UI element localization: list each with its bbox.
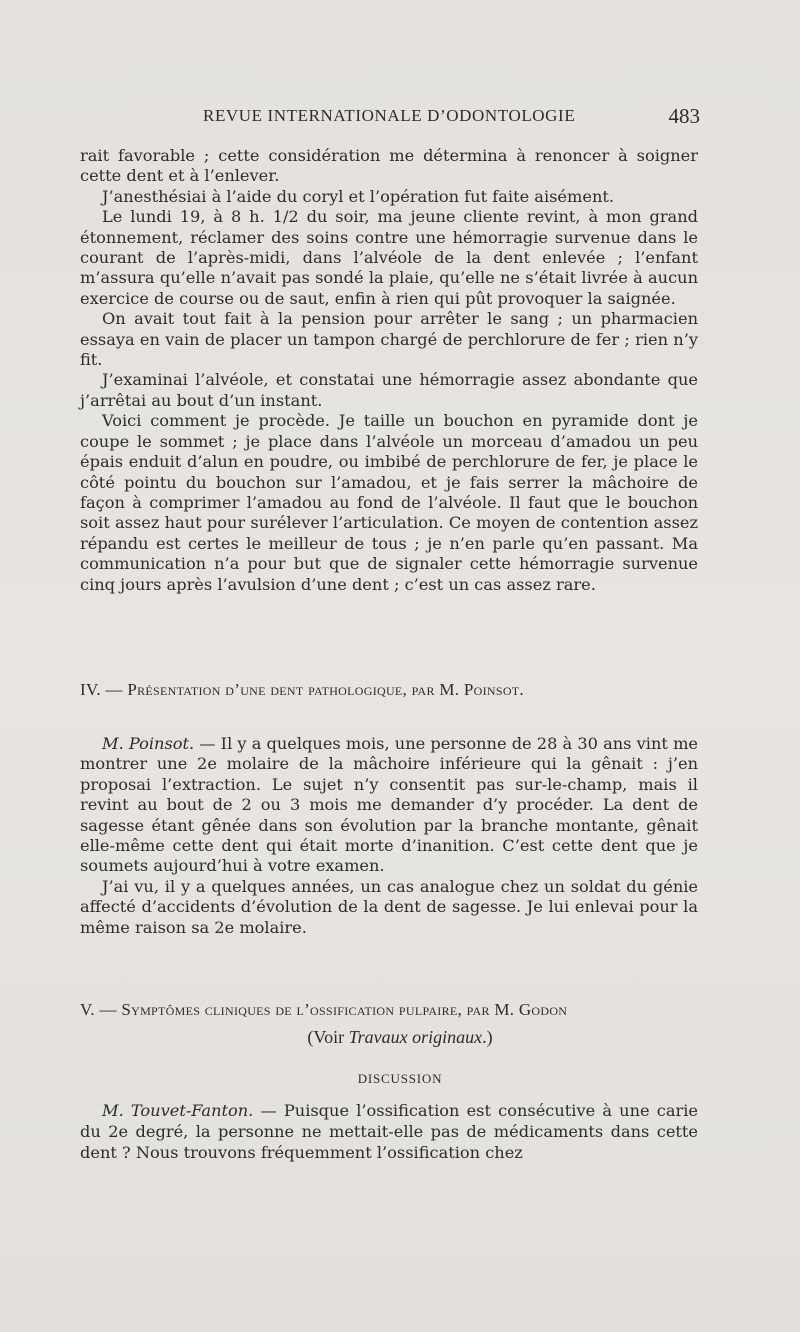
paragraph: On avait tout fait à la pension pour arrêter le sang ; un pharmacien essaya en vain de placer un tampon chargé de perchlorure de fer ; rien n’y fit.: [80, 309, 698, 370]
paragraph: Voici comment je procède. Je taille un bouchon en pyramide dont je coupe le sommet ; je place dans l’alvéole un morceau d’amadou un peu épais enduit d’alun en poudre, ou imbibé de perchlorure de fer, je place le côté pointu du bouchon sur l’amadou, et je fais serrer la mâchoire de façon à comprimer l’amadou au fond de l’alvéole. Il faut que le bouchon soit assez haut pour surélever l’articulation. Ce moyen de contention assez répandu est certes le meilleur de tous ; je n’en parle qu’en passant. Ma communication n’a pour but que de signaler cette hémorragie survenue cinq jours après l’avulsion d’une dent ; c’est un cas assez rare.: [80, 411, 698, 594]
paragraph: J’ai vu, il y a quelques années, un cas analogue chez un soldat du génie affecté d’accidents d’évolution de la dent de sagesse. Je lui enlevai pour la même raison sa 2e molaire.: [80, 876, 698, 937]
speech-text: — Puisque l’ossification est consécutive à une carie du 2e degré, la personne ne mettait-elle pas de médicaments dans cette dent ? Nous trouvons fréquemment l’ossification chez: [80, 1101, 698, 1162]
body-text: [80, 146, 698, 595]
section-v-reference: (Voir Travaux originaux.): [307, 1027, 493, 1047]
running-title: REVUE INTERNATIONALE D’ODONTOLOGIE: [203, 106, 576, 125]
page-number: 483: [668, 104, 700, 128]
section-number: IV. —: [80, 680, 123, 699]
discussion-label: DISCUSSION: [357, 1071, 443, 1086]
paragraph: [80, 1100, 698, 1163]
section-iv-heading: [80, 680, 698, 700]
paragraph: rait favorable ; cette considération me détermina à renoncer à soigner cette dent et à l’enlever.: [80, 146, 698, 186]
section-title: Présentation d’une dent pathologique, par M. Poinsot.: [127, 680, 524, 699]
paragraph: [80, 734, 698, 877]
speech-text: — Il y a quelques mois, une personne de 28 à 30 ans vint me montrer une 2e molaire de la mâchoire inférieure qui la gênait : j’en proposai l’extraction. Le sujet n’y consentit pas sur-le-champ, mais il revint au bout de 2 ou 3 mois me demander d’y procéder. La dent de sagesse étant gênée dans son évolution par la branche montante, gênait elle-même cette dent qui était morte d’inanition. C’est cette dent que je soumets aujourd’hui à votre examen.: [80, 734, 698, 876]
page-header: [88, 106, 700, 136]
speaker-name: M. Poinsot.: [102, 734, 195, 753]
section-title: Symptômes cliniques de l’ossification pulpaire, par M. Godon: [121, 1000, 568, 1019]
section-number: V. —: [80, 1000, 117, 1019]
reference-title: Travaux originaux: [348, 1027, 483, 1047]
paragraph: Le lundi 19, à 8 h. 1/2 du soir, ma jeune cliente revint, à mon grand étonnement, réclamer des soins contre une hémorragie survenue dans le courant de l’après-midi, dans l’alvéole de la dent enlevée ; l’enfant m’assura qu’elle n’avait pas sondé la plaie, qu’elle ne s’était livrée à aucun exercice de course ou de saut, enfin à rien qui pût provoquer la saignée.: [80, 207, 698, 308]
section-v-heading: [80, 1000, 698, 1020]
section-iv-body: [80, 734, 698, 938]
paragraph: J’anesthésiai à l’aide du coryl et l’opération fut faite aisément.: [102, 186, 615, 206]
speaker-name: M. Touvet-Fanton.: [102, 1101, 254, 1120]
paragraph: J’examinai l’alvéole, et constatai une hémorragie assez abondante que j’arrêtai au bout d’un instant.: [80, 370, 698, 410]
discussion-body: [80, 1100, 698, 1163]
